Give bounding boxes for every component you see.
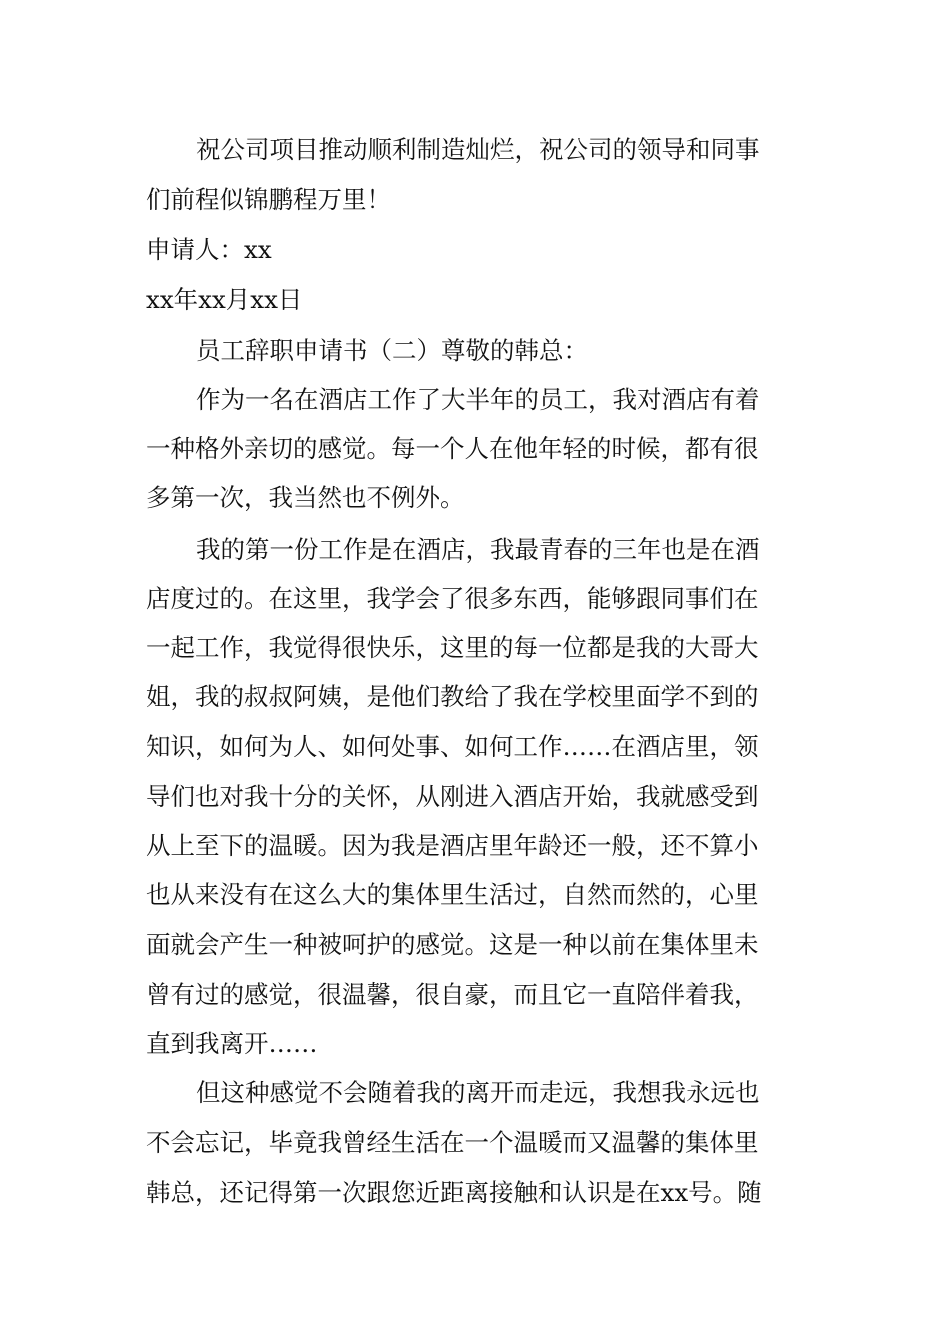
paragraph-line: 不会忘记，毕竟我曾经生活在一个温暖而又温馨的集体里 <box>146 1128 759 1157</box>
signature-date: xx年xx月xx日 <box>146 285 303 314</box>
paragraph-line: 们前程似锦鹏程万里！ <box>146 185 391 214</box>
paragraph-line: 曾有过的感觉，很温馨，很自豪，而且它一直陪伴着我， <box>146 980 759 1009</box>
paragraph-line: 祝公司项目推动顺利制造灿烂，祝公司的领导和同事 <box>196 135 760 164</box>
paragraph-line: 面就会产生一种被呵护的感觉。这是一种以前在集体里未 <box>146 930 759 959</box>
paragraph-line: 店度过的。在这里，我学会了很多东西，能够跟同事们在 <box>146 584 759 613</box>
signature-applicant: 申请人：xx <box>146 235 272 264</box>
paragraph-line: 一起工作，我觉得很快乐，这里的每一位都是我的大哥大 <box>146 633 759 662</box>
paragraph-line: 作为一名在酒店工作了大半年的员工，我对酒店有着 <box>196 385 760 414</box>
paragraph-line: 韩总，还记得第一次跟您近距离接触和认识是在xx号。随 <box>146 1178 762 1207</box>
paragraph-line: 一种格外亲切的感觉。每一个人在他年轻的时候，都有很 <box>146 434 759 463</box>
paragraph-line: 我的第一份工作是在酒店，我最青春的三年也是在酒 <box>196 535 760 564</box>
paragraph-line: 导们也对我十分的关怀，从刚进入酒店开始，我就感受到 <box>146 782 759 811</box>
paragraph-line: 知识，如何为人、如何处事、如何工作……在酒店里，领 <box>146 732 759 761</box>
paragraph-line: 但这种感觉不会随着我的离开而走远，我想我永远也 <box>196 1078 760 1107</box>
paragraph-line: 多第一次，我当然也不例外。 <box>146 483 465 512</box>
paragraph-line: 直到我离开…… <box>146 1029 318 1058</box>
paragraph-line: 姐，我的叔叔阿姨，是他们教给了我在学校里面学不到的 <box>146 682 759 711</box>
paragraph-line: 从上至下的温暖。因为我是酒店里年龄还一般，还不算小 <box>146 831 759 860</box>
paragraph-line: 也从来没有在这么大的集体里生活过，自然而然的，心里 <box>146 880 759 909</box>
section-heading: 员工辞职申请书（二）尊敬的韩总： <box>196 336 588 365</box>
